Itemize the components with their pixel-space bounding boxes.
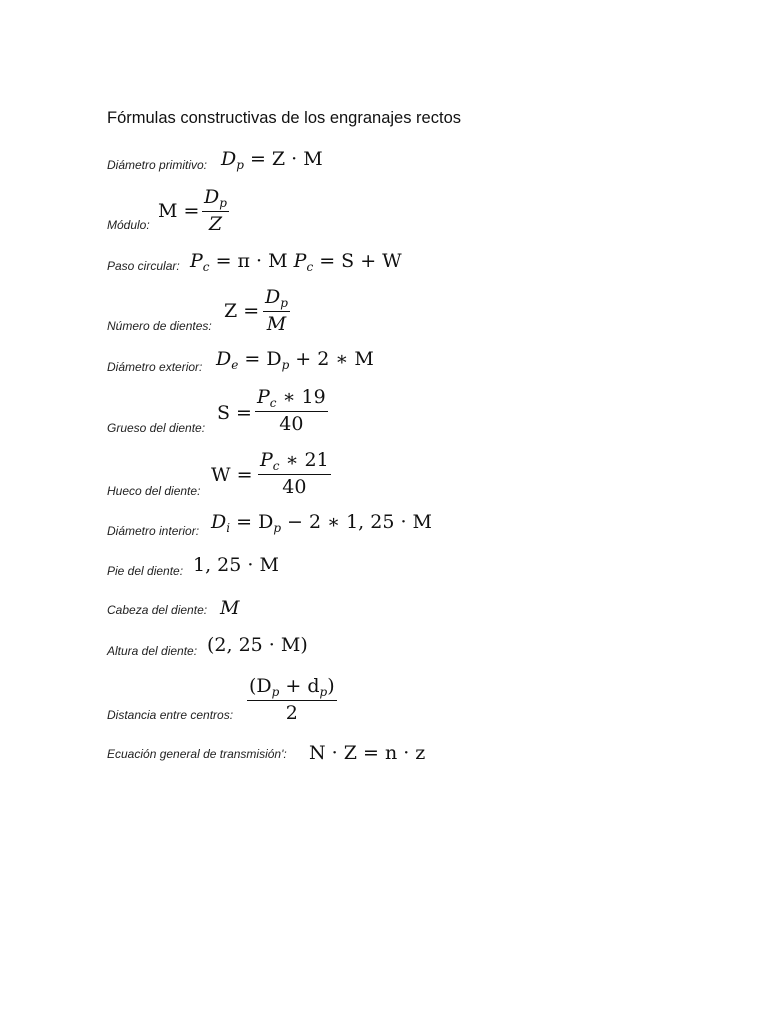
formula-math: $D_i = D_p - 2$ ∗ 1, 25 · M (211, 511, 432, 535)
formula-math: $P_c = \pi \cdot M$ $P_c = S + W$ (190, 250, 402, 274)
formula-math: $D_p = Z \cdot M$ (221, 148, 323, 172)
formula-fraction: $\frac{P_c ∗ 21}{40}$ (260, 449, 329, 498)
formula-math: M (220, 597, 240, 619)
formula-math-lhs: Z = (224, 300, 260, 322)
formula-label: Módulo: (107, 218, 150, 232)
formula-label: Ecuación general de transmisión': (107, 747, 287, 761)
formula-label: Distancia entre centros: (107, 708, 234, 722)
formula-math: 1, 25 · M (193, 554, 279, 576)
formula-label: Diámetro exterior: (107, 360, 203, 374)
formula-math-lhs: M = (158, 200, 200, 222)
document-title: Fórmulas constructivas de los engranajes rectos (107, 109, 461, 127)
formula-fraction: $\frac{D_p}{Z}$ (204, 186, 227, 235)
formula-fraction: $\frac{D_p}{M}$ (265, 286, 288, 335)
formula-math: (2, 25 · M) (207, 634, 308, 656)
formula-fraction: $\frac{(D_p + d_p)}{2}$ (249, 675, 335, 724)
formula-math-lhs: S = (217, 402, 252, 424)
formula-label: Diámetro primitivo: (107, 158, 208, 172)
formula-label: Altura del diente: (107, 644, 198, 658)
formula-math-lhs: W = (211, 464, 253, 486)
formula-label: Cabeza del diente: (107, 603, 208, 617)
formula-math: N · Z = n · z (309, 742, 426, 764)
formula-label: Diámetro interior: (107, 524, 200, 538)
formula-math: $D_e = D_p + 2$ ∗ M (216, 348, 374, 372)
formula-label: Hueco del diente: (107, 484, 201, 498)
formula-fraction: $\frac{P_c ∗ 19}{40}$ (257, 386, 326, 435)
formula-label: Pie del diente: (107, 564, 184, 578)
formula-label: Número de dientes: (107, 319, 212, 333)
formula-label: Paso circular: (107, 259, 180, 273)
formula-label: Grueso del diente: (107, 421, 206, 435)
